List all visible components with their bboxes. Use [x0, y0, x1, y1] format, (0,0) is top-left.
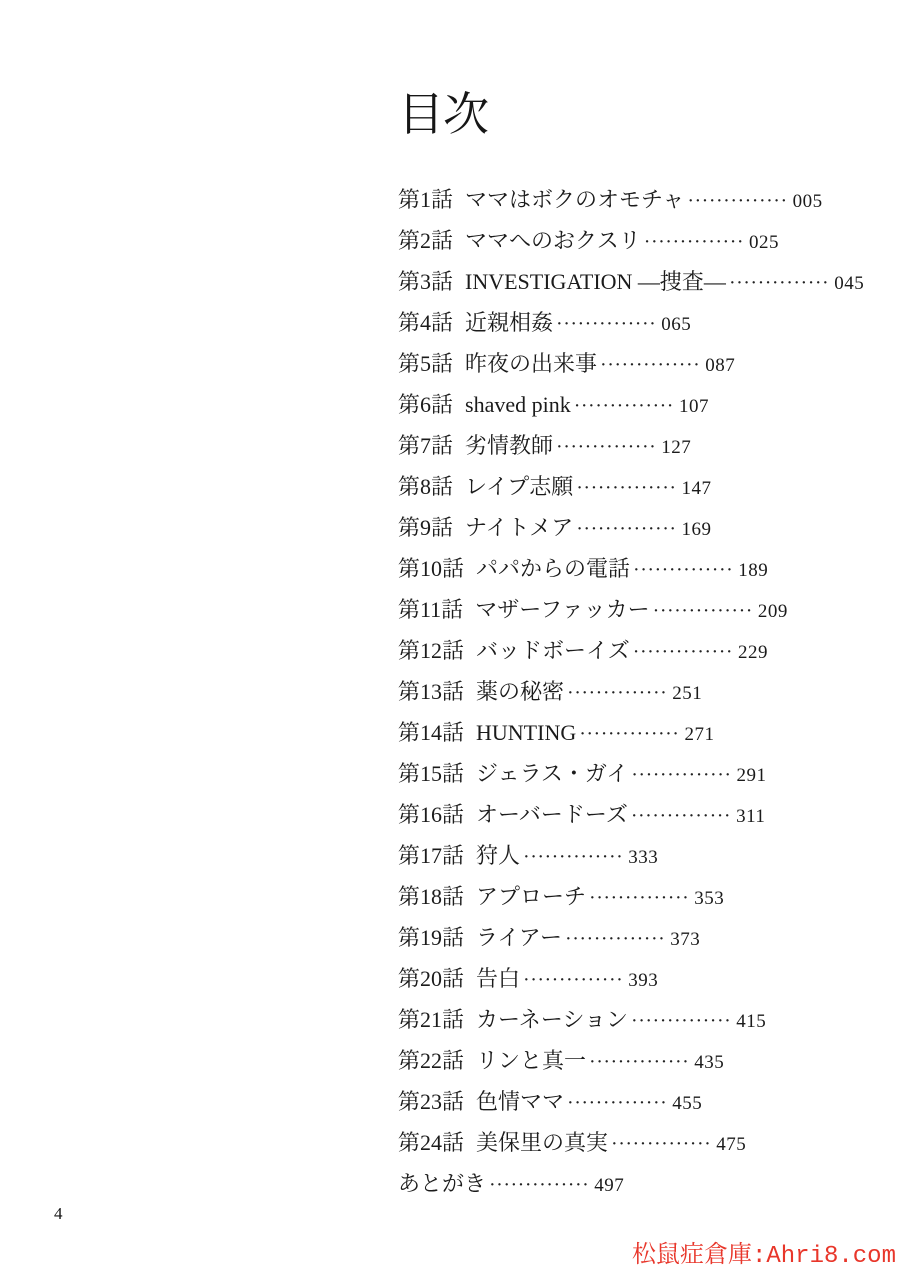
- toc-row: [398, 880, 878, 921]
- chapter-page-number: 169: [681, 519, 712, 540]
- chapter-label: 第11話: [398, 597, 464, 622]
- toc-row: [398, 429, 878, 470]
- chapter-page-number: 271: [684, 724, 715, 745]
- chapter-label: 第23話: [398, 1089, 465, 1114]
- chapter-label: 第4話: [398, 310, 454, 335]
- chapter-page-number: 415: [736, 1011, 767, 1032]
- toc-row: [398, 716, 878, 757]
- toc-row: [398, 757, 878, 798]
- chapter-title: 美保里の真実: [476, 1130, 609, 1155]
- toc-row: [398, 224, 878, 265]
- chapter-label: 第20話: [398, 966, 465, 991]
- chapter-label: 第22話: [398, 1048, 465, 1073]
- toc-row: [398, 593, 878, 634]
- toc-row: [398, 1167, 878, 1208]
- dot-leader: ··············: [576, 518, 677, 540]
- toc-row: [398, 675, 878, 716]
- chapter-page-number: 045: [834, 273, 865, 294]
- chapter-title: HUNTING: [476, 720, 577, 745]
- dot-leader: ··············: [573, 395, 674, 417]
- toc-row: [398, 921, 878, 962]
- chapter-page-number: 291: [736, 765, 767, 786]
- chapter-title: 昨夜の出来事: [465, 351, 598, 376]
- dot-leader: ··············: [567, 682, 668, 704]
- chapter-title: バッドボーイズ: [476, 638, 630, 663]
- chapter-title: 色情ママ: [476, 1089, 565, 1114]
- chapter-page-number: 229: [738, 642, 769, 663]
- chapter-label: 第5話: [398, 351, 454, 376]
- chapter-page-number: 107: [678, 396, 709, 417]
- chapter-page-number: 475: [716, 1134, 747, 1155]
- dot-leader: ··············: [630, 805, 732, 827]
- toc-row: [398, 839, 878, 880]
- dot-leader: ··············: [611, 1133, 712, 1155]
- dot-leader: ··············: [632, 641, 734, 663]
- chapter-title: ナイトメア: [465, 515, 574, 540]
- chapter-label: 第17話: [398, 843, 465, 868]
- chapter-title: INVESTIGATION ―捜査―: [465, 269, 726, 294]
- chapter-page-number: 435: [694, 1052, 725, 1073]
- chapter-title: オーバードーズ: [476, 802, 628, 827]
- chapter-label: 第1話: [398, 187, 454, 212]
- dot-leader: ··············: [579, 723, 680, 745]
- chapter-label: 第3話: [398, 269, 454, 294]
- toc-row: [398, 1126, 878, 1167]
- chapter-title: カーネーション: [476, 1007, 629, 1032]
- dot-leader: ··············: [523, 969, 624, 991]
- chapter-page-number: 127: [661, 437, 692, 458]
- chapter-page-number: 189: [738, 560, 769, 581]
- chapter-label: 第14話: [398, 720, 465, 745]
- chapter-label: 第21話: [398, 1007, 465, 1032]
- chapter-label: 第16話: [398, 802, 465, 827]
- chapter-title: 狩人: [476, 843, 521, 868]
- toc-row: [398, 1044, 878, 1085]
- chapter-title: ライアー: [476, 925, 563, 950]
- chapter-title: アプローチ: [476, 884, 587, 909]
- dot-leader: ··············: [652, 600, 753, 622]
- dot-leader: ··············: [556, 436, 657, 458]
- chapter-page-number: 353: [694, 888, 725, 909]
- dot-leader: ··············: [631, 1010, 732, 1032]
- table-of-contents: [398, 89, 878, 1208]
- toc-row: [398, 347, 878, 388]
- chapter-label: 第8話: [398, 474, 454, 499]
- dot-leader: ··············: [728, 272, 830, 294]
- dot-leader: ··············: [489, 1174, 590, 1196]
- folio-page-number: 4: [54, 1204, 63, 1223]
- dot-leader: ··············: [643, 231, 745, 253]
- chapter-page-number: 497: [594, 1175, 625, 1196]
- dot-leader: ··············: [633, 559, 734, 581]
- chapter-page-number: 065: [661, 314, 692, 335]
- dot-leader: ··············: [523, 846, 624, 868]
- chapter-page-number: 251: [672, 683, 703, 704]
- chapter-title: 薬の秘密: [476, 679, 565, 704]
- chapter-title: リンと真一: [476, 1048, 587, 1073]
- chapter-title: shaved pink: [465, 392, 571, 417]
- chapter-label: 第2話: [398, 228, 454, 253]
- chapter-title: あとがき: [398, 1171, 487, 1196]
- chapter-title: ジェラス・ガイ: [476, 761, 629, 786]
- chapter-label: 第9話: [398, 515, 454, 540]
- chapter-page-number: 333: [628, 847, 659, 868]
- dot-leader: ··············: [589, 1051, 690, 1073]
- toc-row: [398, 511, 878, 552]
- chapter-label: 第12話: [398, 638, 465, 663]
- chapter-label: 第18話: [398, 884, 465, 909]
- chapter-label: 第7話: [398, 433, 454, 458]
- chapter-title: 劣情教師: [465, 433, 554, 458]
- toc-row: [398, 1003, 878, 1044]
- dot-leader: ··············: [589, 887, 690, 909]
- chapter-page-number: 455: [672, 1093, 703, 1114]
- chapter-page-number: 393: [628, 970, 659, 991]
- chapter-page-number: 311: [736, 806, 766, 827]
- toc-row: [398, 1085, 878, 1126]
- toc-row: [398, 634, 878, 675]
- dot-leader: ··············: [556, 313, 657, 335]
- chapter-label: 第19話: [398, 925, 465, 950]
- toc-row: [398, 798, 878, 839]
- chapter-page-number: 209: [757, 601, 788, 622]
- chapter-label: 第24話: [398, 1130, 465, 1155]
- chapter-page-number: 373: [670, 929, 701, 950]
- toc-row: [398, 265, 878, 306]
- dot-leader: ··············: [565, 928, 666, 950]
- toc-row: [398, 183, 878, 224]
- chapter-label: 第6話: [398, 392, 454, 417]
- toc-row: [398, 388, 878, 429]
- dot-leader: ··············: [600, 354, 701, 376]
- chapter-label: 第10話: [398, 556, 465, 581]
- toc-row: [398, 552, 878, 593]
- chapter-title: パパからの電話: [476, 556, 631, 581]
- toc-row: [398, 962, 878, 1003]
- watermark-text: 松鼠症倉庫:Ahri8.com: [631, 1243, 896, 1270]
- dot-leader: ··············: [631, 764, 732, 786]
- dot-leader: ··············: [576, 477, 677, 499]
- chapter-page-number: 025: [749, 232, 780, 253]
- chapter-title: 近親相姦: [465, 310, 554, 335]
- toc-list: [398, 183, 878, 1208]
- chapter-title: ママへのおクスリ: [465, 228, 641, 253]
- toc-row: [398, 470, 878, 511]
- dot-leader: ··············: [687, 190, 788, 212]
- chapter-page-number: 147: [681, 478, 712, 499]
- chapter-title: 告白: [476, 966, 521, 991]
- chapter-title: マザーファッカー: [475, 597, 650, 622]
- chapter-label: 第13話: [398, 679, 465, 704]
- chapter-title: レイプ志願: [465, 474, 574, 499]
- page-title: 目次: [398, 89, 488, 140]
- chapter-page-number: 087: [705, 355, 736, 376]
- chapter-label: 第15話: [398, 761, 465, 786]
- toc-row: [398, 306, 878, 347]
- chapter-title: ママはボクのオモチャ: [465, 187, 685, 212]
- dot-leader: ··············: [567, 1092, 668, 1114]
- chapter-page-number: 005: [792, 191, 823, 212]
